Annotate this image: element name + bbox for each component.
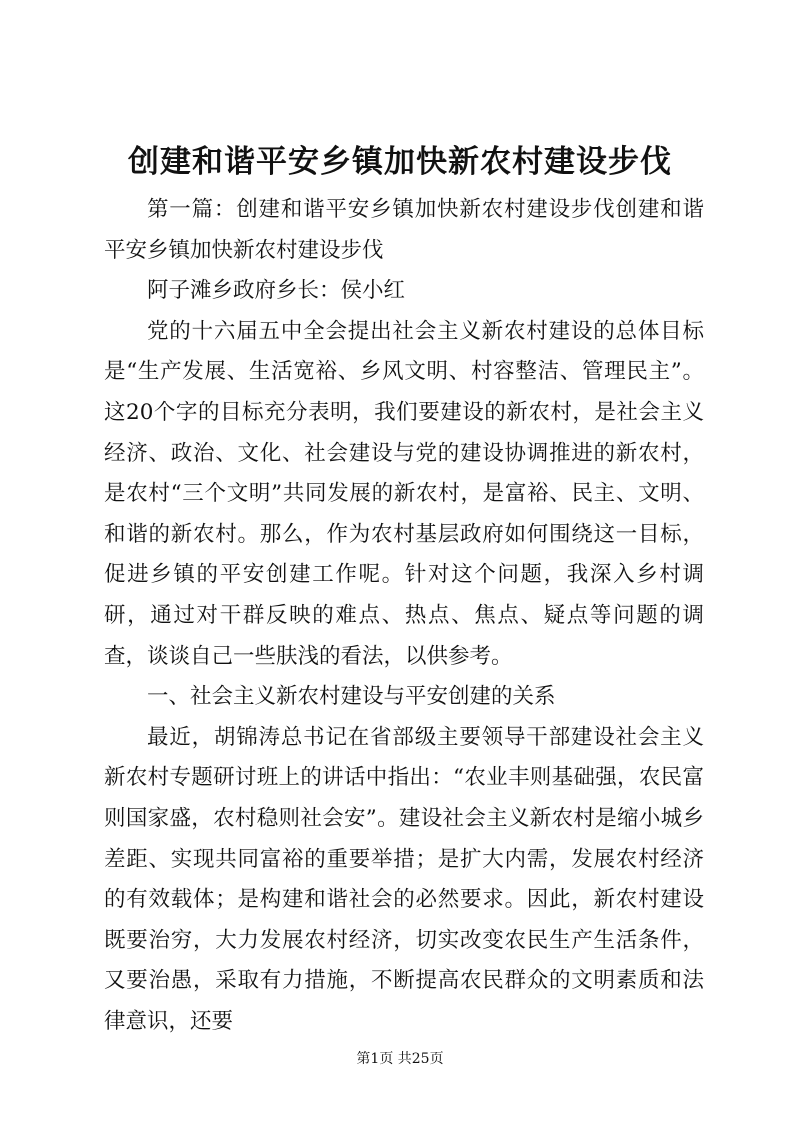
section-heading: 一、社会主义新农村建设与平安创建的关系 (147, 684, 556, 710)
paragraph-section-body: 最近，胡锦涛总书记在省部级主要领导干部建设社会主义新农村专题研讨班上的讲话中指出：“农业丰则基础强，农民富则国家盛，农村稳则社会安”。建设社会主义新农村是缩小城乡差距、实现共同富裕的重要举措；是扩大内需，发展农村经济的有效载体；是构建和谐社会的必然要求。因此，新农村建设既要治穷，大力发展农村经济，切实改变农民生产生活条件，又要治愚，采取有力措施，不断提高农民群众的文明素质和法律意识，还要 (104, 724, 704, 1034)
page-footer: 第1页 共25页 (356, 1051, 444, 1067)
paragraph-heading-line: 第一篇：创建和谐平安乡镇加快新农村建设步伐创建和谐平安乡镇加快新农村建设步伐 (104, 197, 704, 263)
document-title: 创建和谐平安乡镇加快新农村建设步伐 (128, 144, 672, 180)
paragraph-author: 阿子滩乡政府乡长：侯小红 (147, 278, 406, 304)
document-body (104, 190, 704, 1042)
paragraph-intro: 党的十六届五中全会提出社会主义新农村建设的总体目标是“生产发展、生活宽裕、乡风文明、村容整洁、管理民主”。这20个字的目标充分表明，我们要建设的新农村，是社会主义经济、政治、文化、社会建设与党的建设协调推进的新农村，是农村“三个文明”共同发展的新农村，是富裕、民主、文明、和谐的新农村。那么，作为农村基层政府如何围绕这一目标，促进乡镇的平安创建工作呢。针对这个问题，我深入乡村调研，通过对干群反映的难点、热点、焦点、疑点等问题的调查，谈谈自己一些肤浅的看法，以供参考。 (104, 318, 704, 669)
